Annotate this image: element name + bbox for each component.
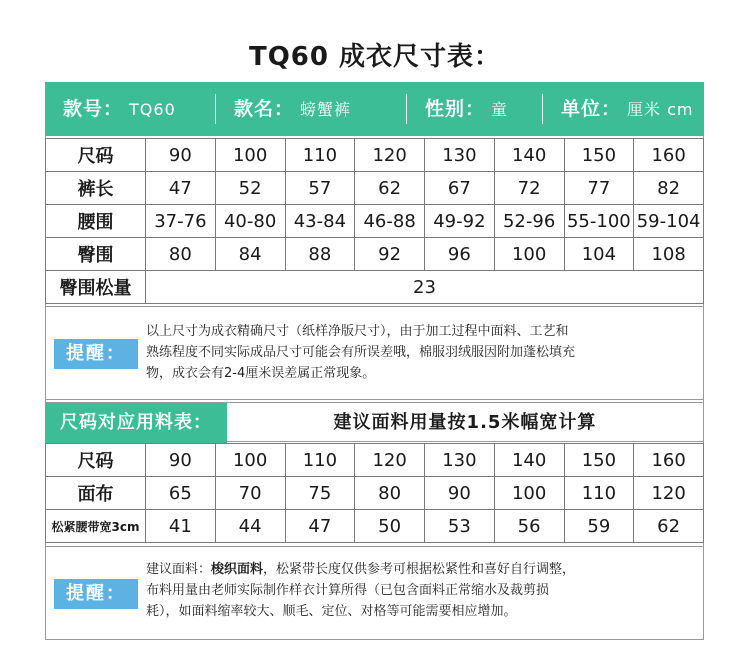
row-header: 尺码: [46, 444, 146, 477]
row-header: 尺码: [46, 139, 146, 172]
name-label: 款名：: [234, 98, 295, 120]
table-row: [46, 238, 704, 271]
table-cell: 100: [494, 477, 564, 510]
table-cell: 59-104: [634, 205, 704, 238]
table-cell: 50: [355, 510, 425, 543]
reminder-line: 耗），如面料缩率较大、顺毛、定位、对格等可能需要相应增加。: [146, 604, 517, 619]
table-cell: 72: [494, 172, 564, 205]
table-cell: 90: [146, 444, 216, 477]
table-cell: 120: [355, 444, 425, 477]
unit-label: 单位：: [561, 98, 622, 120]
table-cell: 77: [564, 172, 634, 205]
reminder-text: [146, 559, 693, 622]
size-table: [45, 138, 704, 304]
ease-value: 23: [146, 271, 704, 304]
table-cell: 96: [425, 238, 495, 271]
table-cell: 80: [355, 477, 425, 510]
table-cell: 140: [494, 139, 564, 172]
reminder-box-1: [45, 306, 704, 400]
table-cell: 88: [285, 238, 355, 271]
reminder-line: 熟练程度不同实际成品尺寸可能会有所误差哦，棉服羽绒服因附加蓬松填充: [146, 345, 576, 360]
table-cell: 37-76: [146, 205, 216, 238]
unit-cell: [543, 82, 703, 136]
info-header: [45, 82, 704, 136]
table-cell: 110: [285, 444, 355, 477]
table-cell: 57: [285, 172, 355, 205]
fabric-section-header: [45, 402, 704, 442]
table-cell: 47: [146, 172, 216, 205]
table-cell: 62: [634, 510, 704, 543]
table-cell: 55-100: [564, 205, 634, 238]
table-cell: 160: [634, 444, 704, 477]
table-cell: 90: [146, 139, 216, 172]
table-cell: 70: [215, 477, 285, 510]
table-row: [46, 172, 704, 205]
page-title: TQ60 成衣尺寸表：: [248, 42, 502, 72]
table-cell: 110: [285, 139, 355, 172]
reminder-text-part: ，松紧带长度仅供参考可根据松紧性和喜好自行调整，: [263, 562, 576, 577]
table-cell: 65: [146, 477, 216, 510]
table-cell: 150: [564, 139, 634, 172]
table-cell: 92: [355, 238, 425, 271]
table-cell: 84: [215, 238, 285, 271]
name-value: 螃蟹裤: [300, 100, 352, 119]
table-cell: 100: [215, 444, 285, 477]
reminder-text: [146, 321, 693, 384]
fabric-table: [45, 443, 704, 543]
reminder-box-2: [45, 546, 704, 640]
table-row: [46, 139, 704, 172]
table-cell: 100: [215, 139, 285, 172]
table-cell: 46-88: [355, 205, 425, 238]
table-cell: 80: [146, 238, 216, 271]
table-row-ease: [46, 271, 704, 304]
table-cell: 108: [634, 238, 704, 271]
table-cell: 52-96: [494, 205, 564, 238]
row-header: 松紧腰带宽3cm: [46, 510, 146, 543]
table-cell: 104: [564, 238, 634, 271]
reminder-line: 以上尺寸为成衣精确尺寸（纸样净版尺寸），由于加工过程中面料、工艺和: [146, 324, 569, 339]
style-no-cell: [45, 82, 215, 136]
table-cell: 120: [355, 139, 425, 172]
table-cell: 90: [425, 477, 495, 510]
row-header: 裤长: [46, 172, 146, 205]
table-cell: 49-92: [425, 205, 495, 238]
reminder-tag: 提醒：: [54, 579, 138, 609]
style-no-value: TQ60: [129, 100, 176, 119]
gender-label: 性别：: [425, 98, 486, 120]
reminder-text-emphasis: 梭织面料: [211, 562, 264, 577]
fabric-section-tag: 尺码对应用料表：: [45, 403, 227, 443]
table-cell: 47: [285, 510, 355, 543]
table-cell: 150: [564, 444, 634, 477]
table-cell: 110: [564, 477, 634, 510]
fabric-section-text: 建议面料用量按1.5米幅宽计算: [333, 412, 597, 433]
row-header: 腰围: [46, 205, 146, 238]
row-header: 臀围: [46, 238, 146, 271]
reminder-text-part: 建议面料：: [146, 562, 212, 577]
table-row: [46, 444, 704, 477]
gender-cell: [407, 82, 542, 136]
table-cell: 59: [564, 510, 634, 543]
row-header: 面布: [46, 477, 146, 510]
table-cell: 40-80: [215, 205, 285, 238]
table-cell: 75: [285, 477, 355, 510]
name-cell: [216, 82, 406, 136]
table-cell: 44: [215, 510, 285, 543]
row-header: 臀围松量: [46, 271, 146, 304]
table-cell: 62: [355, 172, 425, 205]
unit-value: 厘米 cm: [627, 100, 694, 119]
table-cell: 52: [215, 172, 285, 205]
table-cell: 43-84: [285, 205, 355, 238]
reminder-tag: 提醒：: [54, 339, 138, 369]
table-row: [46, 205, 704, 238]
table-row: [46, 510, 704, 543]
table-cell: 56: [494, 510, 564, 543]
table-cell: 130: [425, 444, 495, 477]
reminder-line: [146, 559, 693, 580]
table-cell: 100: [494, 238, 564, 271]
table-cell: 120: [634, 477, 704, 510]
table-cell: 160: [634, 139, 704, 172]
reminder-line: 物，成衣会有2-4厘米误差属正常现象。: [146, 366, 376, 381]
table-cell: 140: [494, 444, 564, 477]
style-no-label: 款号：: [63, 98, 124, 120]
table-cell: 130: [425, 139, 495, 172]
gender-value: 童: [491, 100, 509, 119]
table-row: [46, 477, 704, 510]
table-cell: 41: [146, 510, 216, 543]
reminder-line: 布料用量由老师实际制作样衣计算所得（已包含面料正常缩水及裁剪损: [146, 583, 550, 598]
table-cell: 53: [425, 510, 495, 543]
table-cell: 82: [634, 172, 704, 205]
table-cell: 67: [425, 172, 495, 205]
